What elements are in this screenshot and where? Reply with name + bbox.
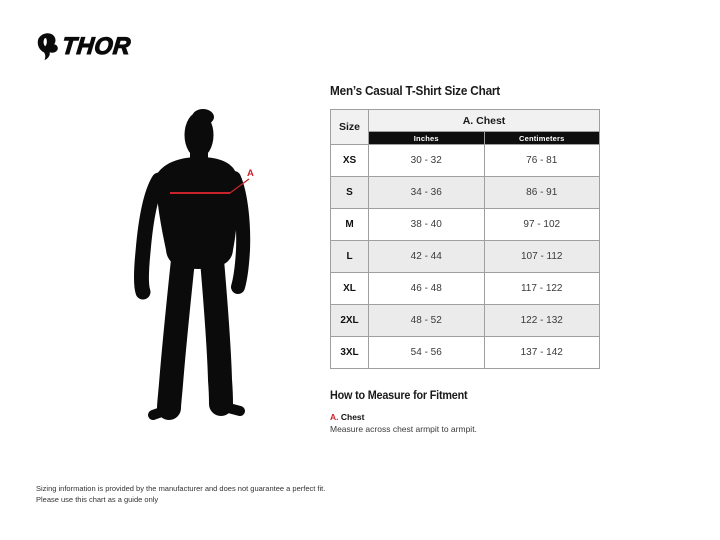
cell-size: XS — [331, 145, 369, 177]
column-header-centimeters: Centimeters — [484, 132, 600, 145]
cell-size: 2XL — [331, 305, 369, 337]
cell-centimeters: 137 - 142 — [484, 337, 600, 369]
cell-centimeters: 86 - 91 — [484, 177, 600, 209]
cell-inches: 38 - 40 — [369, 209, 485, 241]
chest-measure-label: A — [247, 168, 254, 179]
disclaimer-line-2: Please use this chart as a guide only — [36, 494, 159, 504]
measure-section-title: How to Measure for Fitment — [330, 390, 468, 402]
table-row — [331, 145, 600, 177]
table-row — [331, 337, 600, 369]
cell-inches: 54 - 56 — [369, 337, 485, 369]
disclaimer — [36, 484, 325, 505]
cell-inches: 30 - 32 — [369, 145, 485, 177]
table-row — [331, 273, 600, 305]
disclaimer-line-1: Sizing information is provided by the manufacturer and does not guarantee a perfect fit. — [36, 484, 326, 493]
model-silhouette — [120, 90, 310, 430]
measure-name: Chest — [340, 412, 365, 422]
cell-size: 3XL — [331, 337, 369, 369]
cell-size: S — [331, 177, 369, 209]
cell-centimeters: 107 - 112 — [484, 241, 600, 273]
cell-centimeters: 117 - 122 — [484, 273, 600, 305]
cell-centimeters: 76 - 81 — [484, 145, 600, 177]
thor-horned-head-icon — [36, 32, 61, 61]
size-chart-panel — [330, 84, 602, 434]
table-row — [331, 177, 600, 209]
cell-size: M — [331, 209, 369, 241]
cell-centimeters: 122 - 132 — [484, 305, 600, 337]
silhouette-body — [156, 109, 238, 269]
cell-inches: 34 - 36 — [369, 177, 485, 209]
column-header-chest: A. Chest — [369, 110, 600, 132]
cell-size: XL — [331, 273, 369, 305]
cell-inches: 42 - 44 — [369, 241, 485, 273]
measure-item-heading — [330, 412, 602, 422]
brand-wordmark: THOR — [60, 32, 133, 60]
table-row — [331, 305, 600, 337]
measure-description: Measure across chest armpit to armpit. — [330, 424, 477, 434]
measure-key: A. — [330, 412, 339, 422]
column-header-inches: Inches — [369, 132, 485, 145]
measure-item-chest — [330, 412, 602, 434]
cell-size: L — [331, 241, 369, 273]
column-header-size: Size — [331, 110, 369, 145]
chart-title: Men’s Casual T-Shirt Size Chart — [330, 84, 501, 98]
cell-inches: 46 - 48 — [369, 273, 485, 305]
table-row — [331, 241, 600, 273]
cell-centimeters: 97 - 102 — [484, 209, 600, 241]
thor-logo — [36, 32, 132, 61]
table-row — [331, 209, 600, 241]
size-table — [330, 109, 600, 369]
cell-inches: 48 - 52 — [369, 305, 485, 337]
